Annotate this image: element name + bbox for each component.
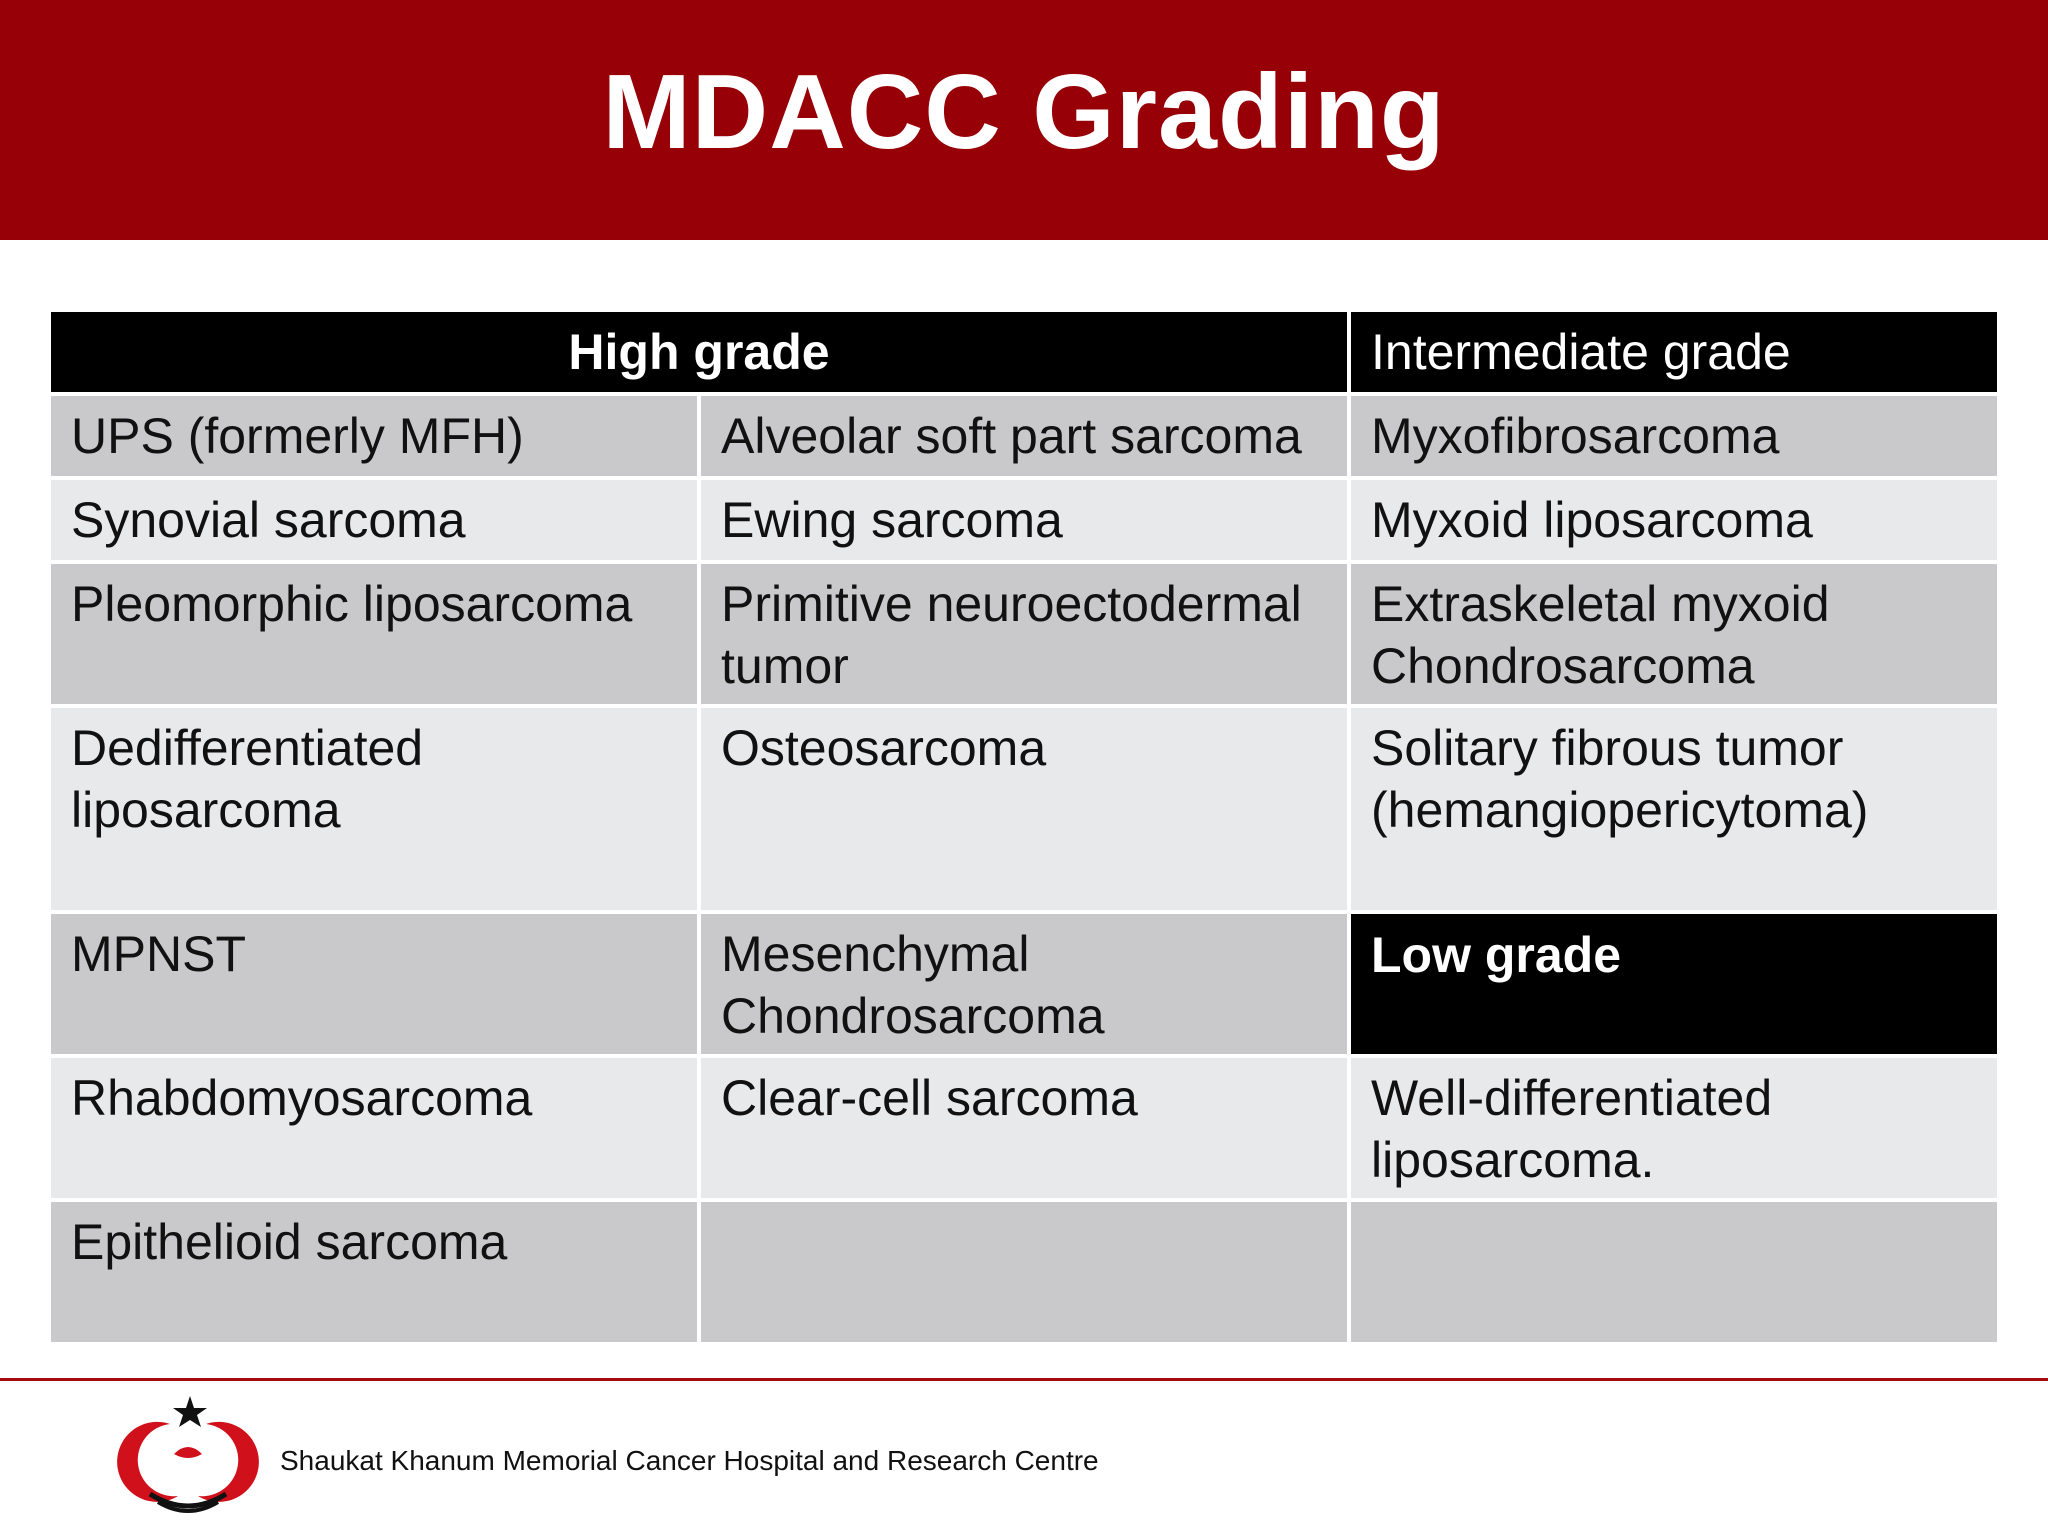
table-cell: Primitive neuroectodermal tumor bbox=[701, 564, 1347, 704]
table-cell: Clear-cell sarcoma bbox=[701, 1058, 1347, 1198]
logo-center-hook bbox=[174, 1447, 202, 1458]
table-cell: Ewing sarcoma bbox=[701, 480, 1347, 560]
table-cell: MPNST bbox=[51, 914, 697, 1054]
footer-institution: Shaukat Khanum Memorial Cancer Hospital and Research Centre bbox=[280, 1445, 1099, 1476]
logo-left-crescent bbox=[117, 1422, 178, 1502]
table-cell-empty bbox=[701, 1202, 1347, 1342]
table-cell: Rhabdomyosarcoma bbox=[51, 1058, 697, 1198]
skmch-logo-icon bbox=[112, 1394, 264, 1514]
table-cell: Synovial sarcoma bbox=[51, 480, 697, 560]
table-cell: Alveolar soft part sarcoma bbox=[701, 396, 1347, 476]
table-cell: Extraskeletal myxoid Chondrosarcoma bbox=[1351, 564, 1997, 704]
table-cell: Pleomorphic liposarcoma bbox=[51, 564, 697, 704]
table-cell: Myxofibrosarcoma bbox=[1351, 396, 1997, 476]
header-high-grade: High grade bbox=[51, 312, 1347, 392]
table-cell: Myxoid liposarcoma bbox=[1351, 480, 1997, 560]
table-cell: UPS (formerly MFH) bbox=[51, 396, 697, 476]
table-cell: Well-differentiated liposarcoma. bbox=[1351, 1058, 1997, 1198]
table-cell: Solitary fibrous tumor (hemangiopericytoma) bbox=[1351, 708, 1997, 910]
footer-divider bbox=[0, 1378, 2048, 1381]
slide-title: MDACC Grading bbox=[602, 53, 1446, 171]
logo-graphic bbox=[112, 1394, 264, 1514]
logo-right-crescent bbox=[198, 1422, 259, 1502]
table-cell-empty bbox=[1351, 1202, 1997, 1342]
header-intermediate-grade: Intermediate grade bbox=[1351, 312, 1997, 392]
grading-table bbox=[51, 312, 1997, 1340]
table-cell: Mesenchymal Chondrosarcoma bbox=[701, 914, 1347, 1054]
header-low-grade: Low grade bbox=[1351, 914, 1997, 1054]
logo-star bbox=[173, 1396, 207, 1427]
table-cell: Dedifferentiated liposarcoma bbox=[51, 708, 697, 910]
table-cell: Epithelioid sarcoma bbox=[51, 1202, 697, 1342]
table-cell: Osteosarcoma bbox=[701, 708, 1347, 910]
